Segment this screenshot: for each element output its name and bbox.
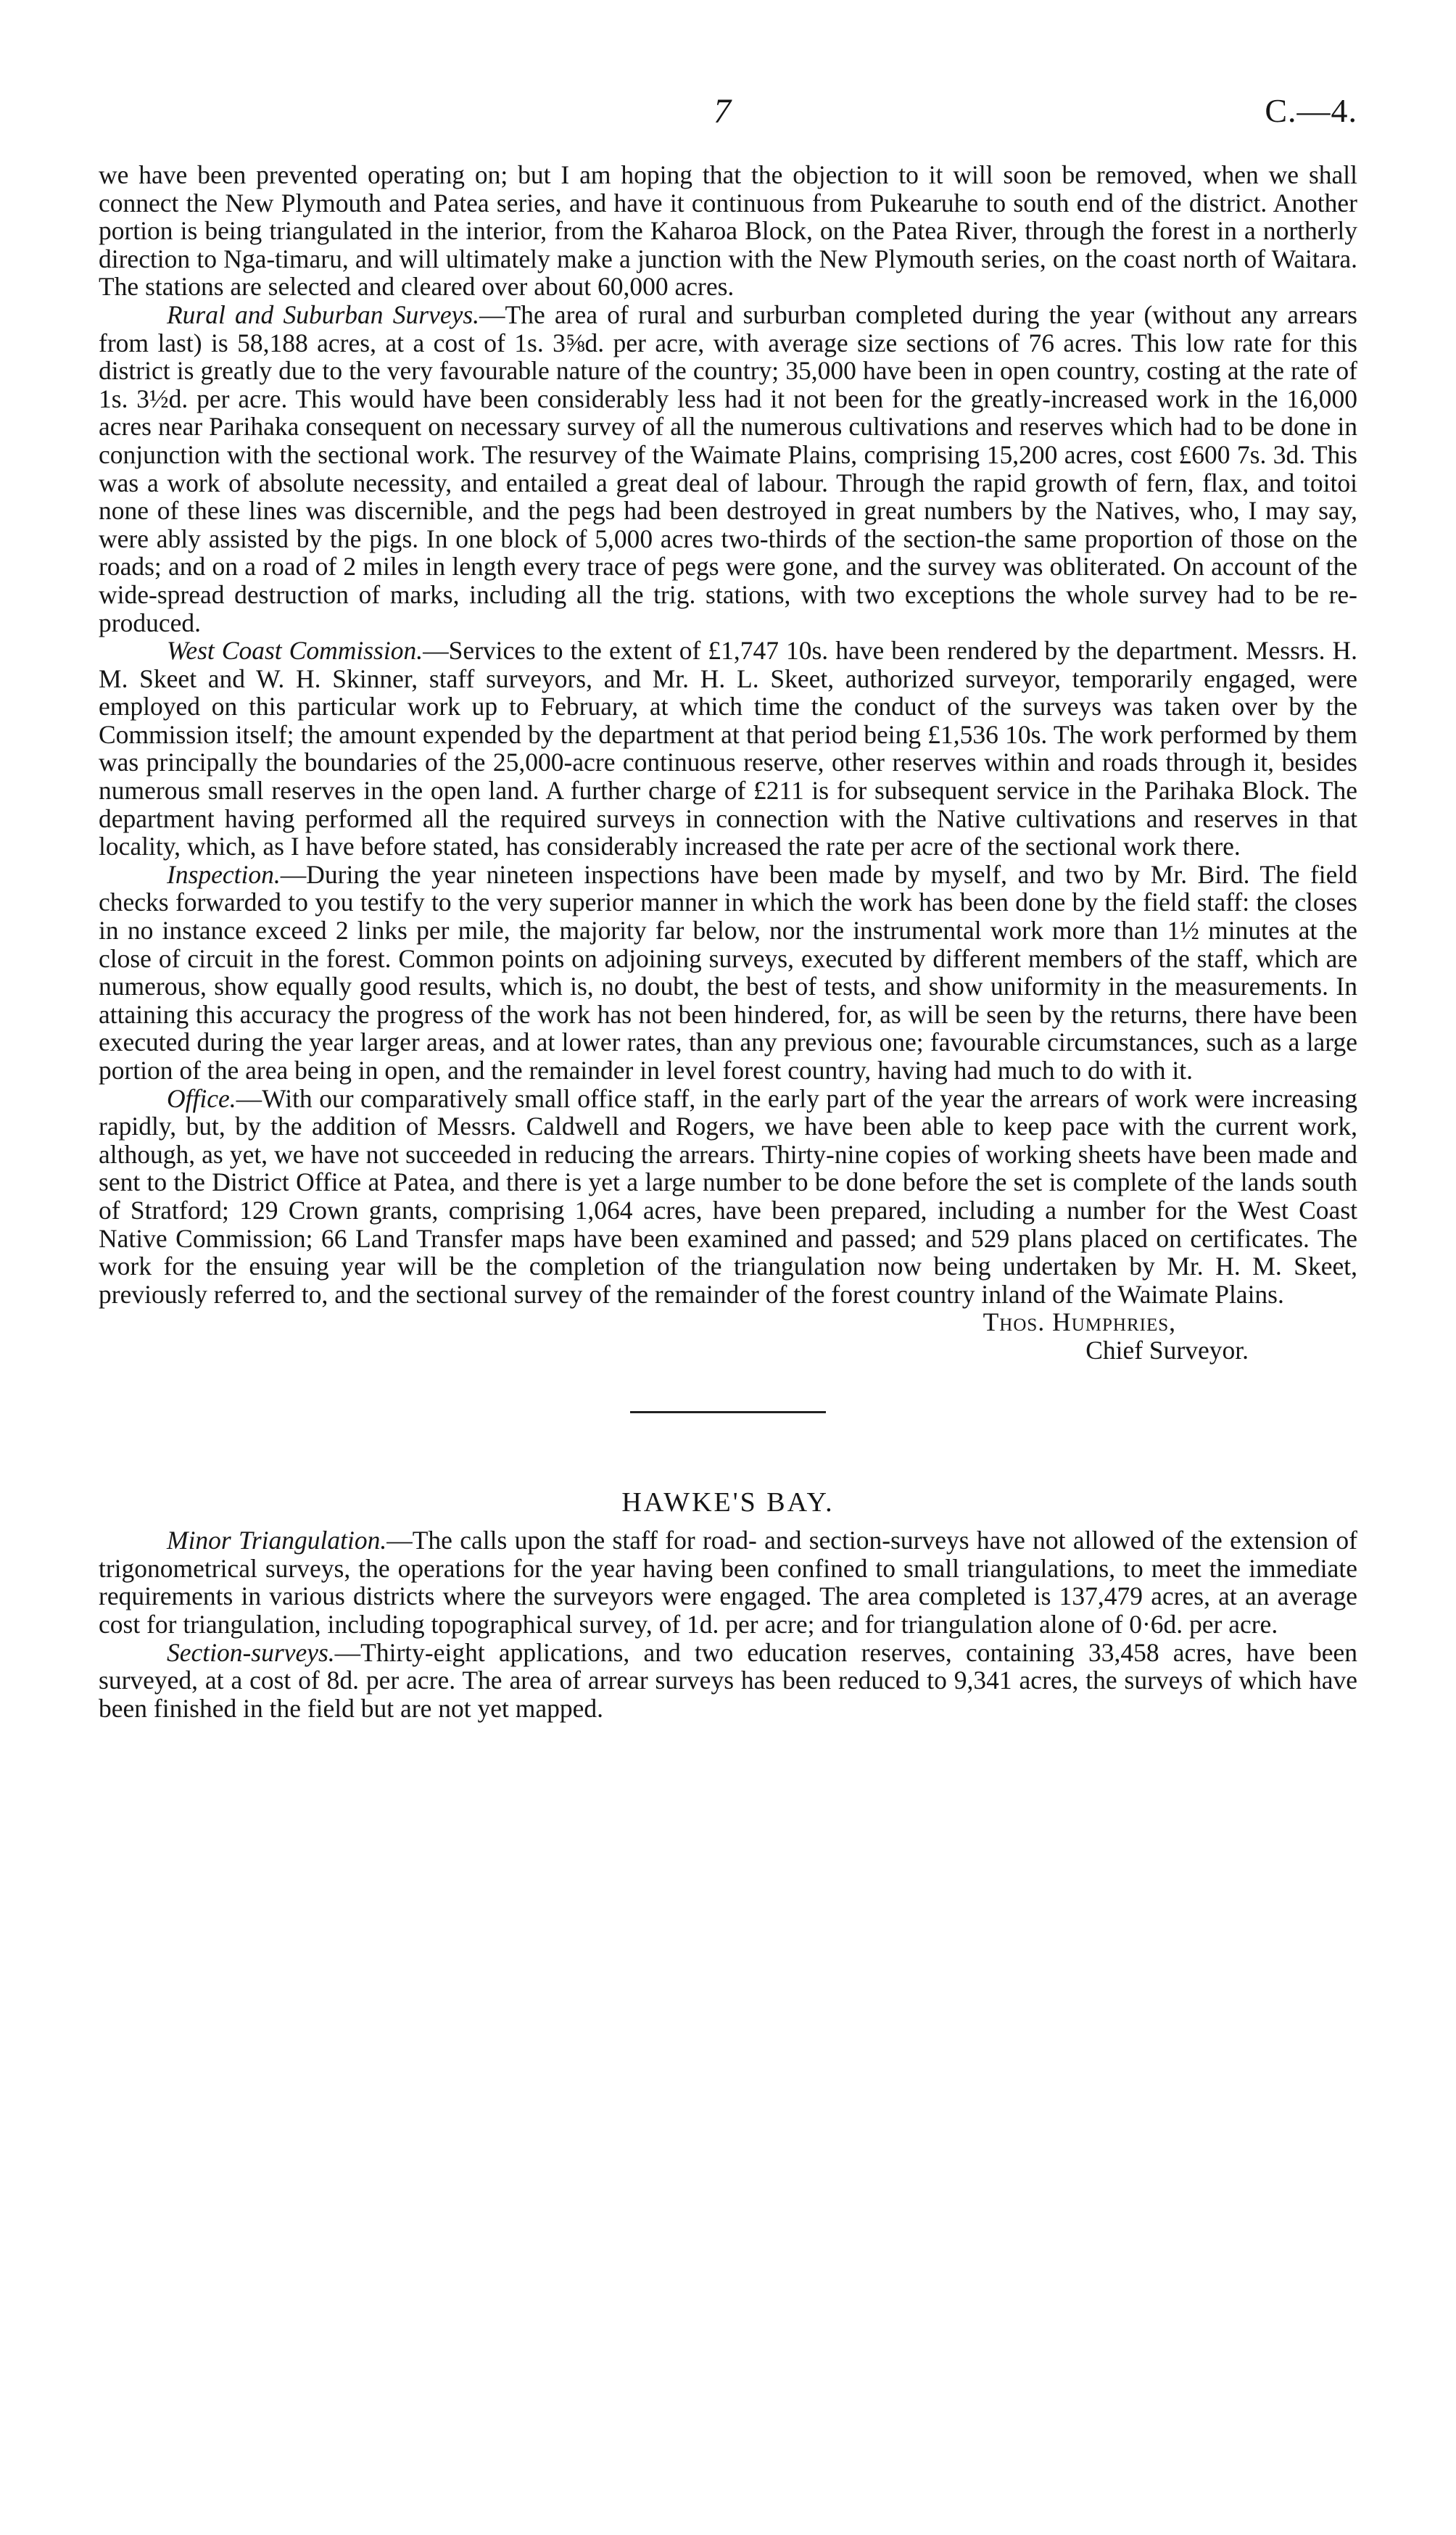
- minor-triangulation-text: —The calls upon the staff for road- and section-surveys have not allowed of the extension of trigonometrical surveys, the operations for the year having been confined to small triangulations, to meet the immediate requirements in various districts where the surveyors were engaged. The area completed is 137,479 acres, at an average cost for triangulation, including topographical survey, of 1d. per acre; and for triangulation alone of 0·6d. per acre.: [99, 1526, 1357, 1639]
- document-reference: C.—4.: [1265, 92, 1357, 129]
- section-surveys-heading: Section-surveys.: [167, 1637, 335, 1667]
- office-text: —With our comparatively small office staff, in the early part of the year the arrears of work were increasing rapidly, but, by the addition of Messrs. Caldwell and Rogers, we have been able to keep pace with the current work, although, as yet, we have not succeeded in reducing the arrears. Thirty-nine copies of working sheets have been made and sent to the District Office at Patea, and there is yet a large number to be done before the set is complete of the lands south of Stratford; 129 Crown grants, comprising 1,064 acres, have been prepared, including a number for the West Coast Native Commission; 66 Land Transfer maps have been examined and passed; and 529 plans placed on certificates. The work for the ensuing year will be the completion of the triangulation now being undertaken by Mr. H. M. Skeet, previously referred to, and the sectional survey of the remainder of the forest country inland of the Waimate Plains.: [99, 1083, 1357, 1309]
- office-heading: Office.: [167, 1083, 236, 1113]
- signature-title: Chief Surveyor.: [1085, 1335, 1249, 1365]
- inspection-paragraph: [99, 861, 1357, 1085]
- signature-name: Thos. Humphries,: [983, 1307, 1176, 1337]
- signature-name-line: [99, 1308, 1357, 1336]
- section-surveys-paragraph: [99, 1639, 1357, 1723]
- continuation-paragraph: we have been prevented operating on; but I am hoping that the objection to it will soon be removed, when we shall connect the New Plymouth and Patea series, and have it continuous from Pukearuhe to south end of the district. Another portion is being triangulated in the interior, from the Kaharoa Block, on the Patea River, through the forest in a northerly direction to Nga-timaru, and will ultimately make a junction with the New Plymouth series, on the coast north of Waitara. The stations are selected and cleared over about 60,000 acres.: [99, 160, 1357, 302]
- rural-surveys-text: —The area of rural and surburban completed during the year (without any arrears from last) is 58,188 acres, at a cost of 1s. 3⅝d. per acre, with average size sections of 76 acres. This low rate for this district is greatly due to the very favourable nature of the country; 35,000 have been in open country, costing at the rate of 1s. 3½d. per acre. This would have been considerably less had it not been for the greatly-increased work in the 16,000 acres near Parihaka consequent on necessary survey of all the numerous cultivations and reserves which had to be done in conjunction with the sectional work. The resurvey of the Waimate Plains, comprising 15,200 acres, cost £600 7s. 3d. This was a work of absolute necessity, and entailed a great deal of labour. Through the rapid growth of fern, flax, and toitoi none of these lines was discernible, and the pegs had been destroyed in great numbers by the Natives, who, I may say, were ably assisted by the pigs. In one block of 5,000 acres two-thirds of the section-the same proportion of those on the roads; and on a road of 2 miles in length every trace of pegs were gone, and the survey was obliterated. On account of the wide-spread destruction of marks, including all the trig. stations, with two exceptions the whole survey had to be re-produced.: [99, 299, 1357, 637]
- minor-triangulation-paragraph: [99, 1526, 1357, 1638]
- section-divider: [630, 1411, 826, 1413]
- page-header: [0, 91, 1456, 135]
- inspection-text: —During the year nineteen inspections have been made by myself, and two by Mr. Bird. The field checks forwarded to you testify to the very superior manner in which the work has been done by the field staff: the closes in no instance exceed 2 links per mile, the majority far below, nor the instrumental work more than 1½ minutes at the close of circuit in the forest. Common points on adjoining surveys, executed by different members of the staff, which are numerous, show equally good results, which is, no doubt, the best of tests, and show uniformity in the measurements. In attaining this accuracy the progress of the work has not been hindered, for, as will be seen by the returns, there have been executed during the year larger areas, and at lower rates, than any previous one; favourable circumstances, such as a large portion of the area being in open, and the remainder in level forest country, having had much to do with it.: [99, 859, 1357, 1085]
- west-coast-paragraph: [99, 637, 1357, 861]
- body-text: [99, 161, 1357, 1722]
- west-coast-heading: West Coast Commission.: [167, 636, 423, 666]
- inspection-heading: Inspection.: [167, 859, 281, 889]
- rural-surveys-paragraph: [99, 301, 1357, 637]
- office-paragraph: [99, 1085, 1357, 1309]
- signature-block: [99, 1308, 1357, 1364]
- west-coast-text: —Services to the extent of £1,747 10s. have been rendered by the department. Messrs. H. M. Skeet and W. H. Skinner, staff surveyors, and Mr. H. L. Skeet, authorized surveyor, temporarily engaged, were employed on this particular work up to February, at which time the conduct of the surveys was taken over by the Commission itself; the amount expended by the department at that period being £1,536 10s. The work performed by them was principally the boundaries of the 25,000-acre continuous reserve, other reserves within and roads through it, besides numerous small reserves in the open land. A further charge of £211 is for subsequent service in the Parihaka Block. The department having performed all the required surveys in connection with the Native cultivations and reserves in that locality, which, as I have before stated, has considerably increased the rate per acre of the sectional work there.: [99, 636, 1357, 861]
- page-number: 7: [713, 92, 731, 131]
- hawkes-bay-title: HAWKE'S BAY.: [621, 1486, 835, 1518]
- rural-surveys-heading: Rural and Suburban Surveys.: [167, 299, 480, 329]
- minor-triangulation-heading: Minor Triangulation.: [167, 1526, 387, 1555]
- section-surveys-text: —Thirty-eight applications, and two education reserves, containing 33,458 acres, have been surveyed, at a cost of 8d. per acre. The area of arrear surveys has been reduced to 9,341 acres, the surveys of which have been finished in the field but are not yet mapped.: [99, 1637, 1357, 1723]
